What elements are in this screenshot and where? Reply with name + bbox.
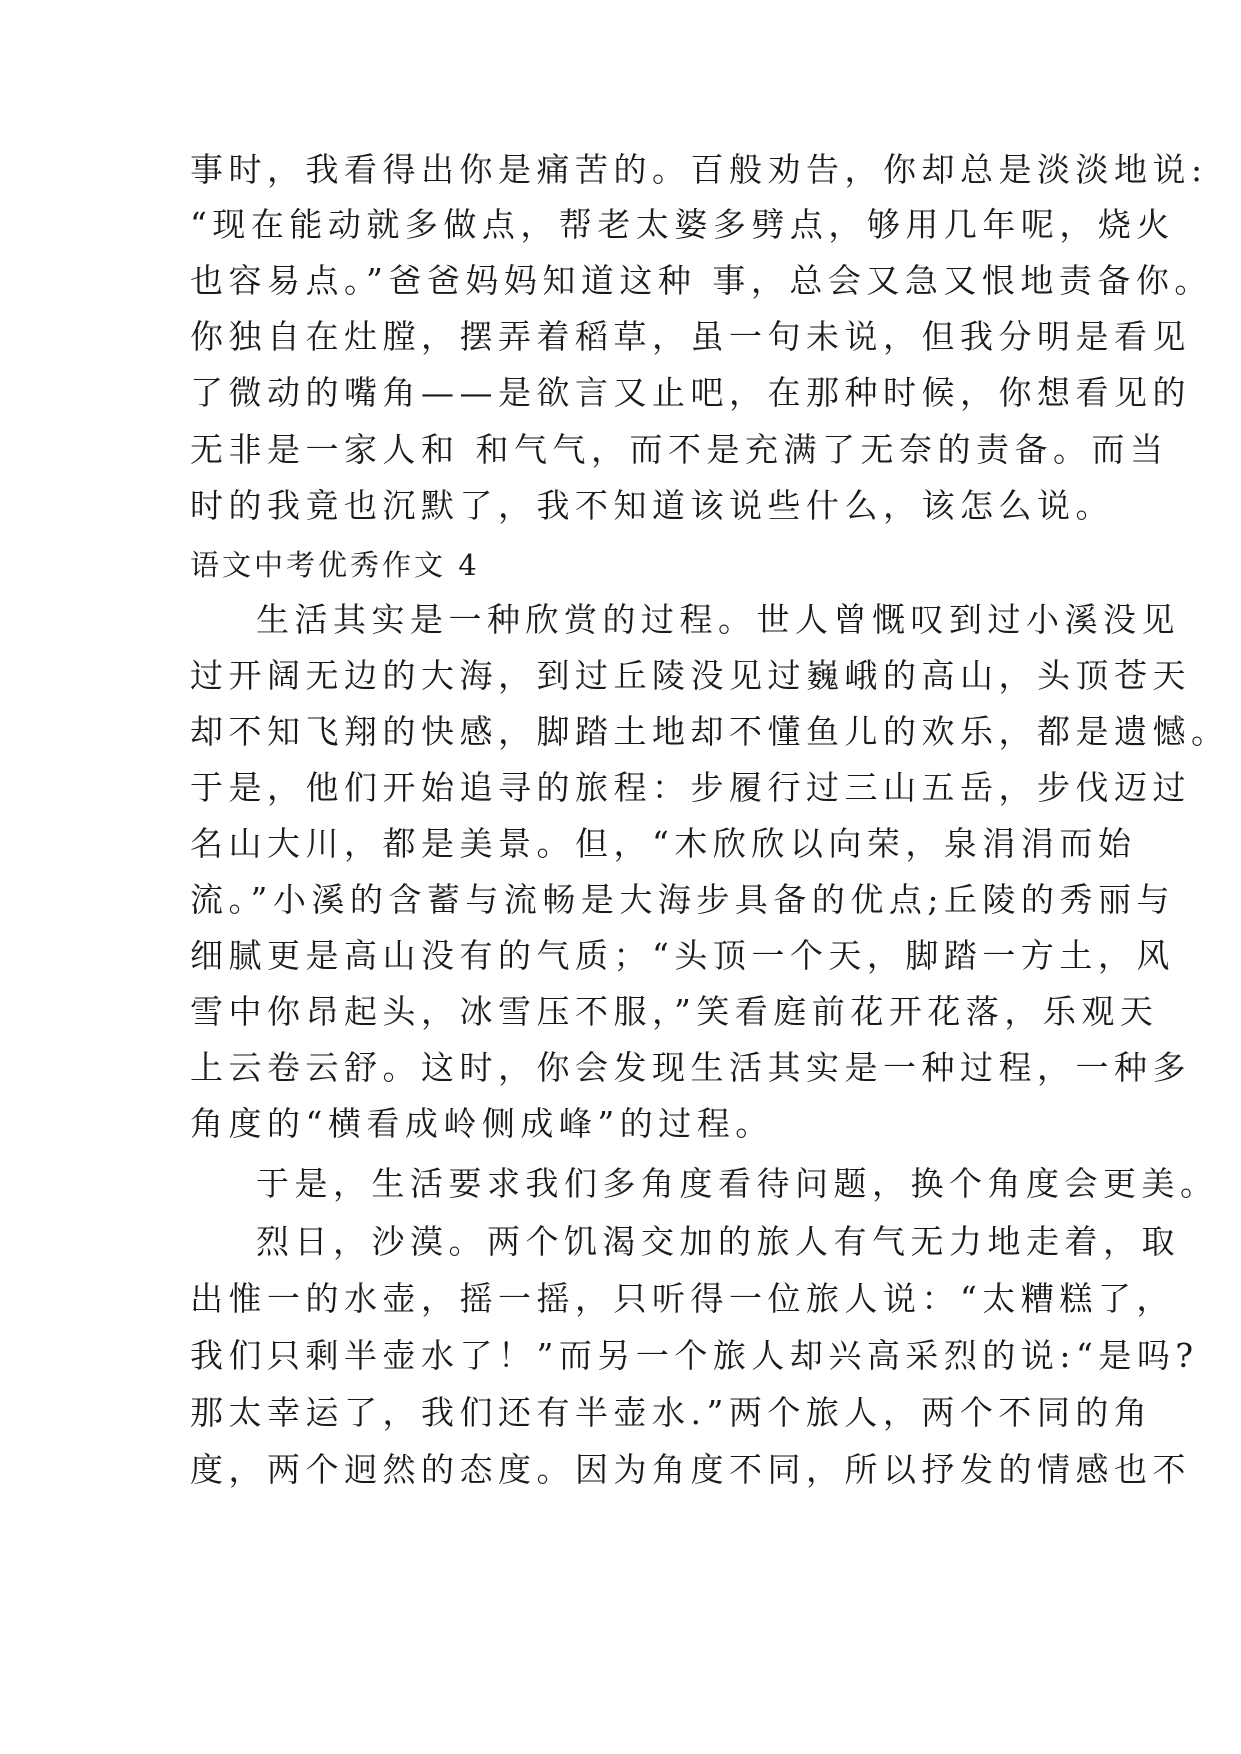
paragraph-line: 度，两个迥然的态度。因为角度不同，所以抒发的情感也不 (190, 1450, 1191, 1489)
paragraph-line: 出惟一的水壶，摇一摇，只听得一位旅人说：“太糟糕了， (190, 1279, 1175, 1318)
paragraph-line: 于是，生活要求我们多角度看待问题，换个角度会更美。 (256, 1164, 1219, 1203)
paragraph-line: 生活其实是一种欣赏的过程。世人曾慨叹到过小溪没见 (256, 600, 1180, 639)
paragraph-line: 细腻更是高山没有的气质；“头顶一个天，脚踏一方土，风 (190, 936, 1175, 975)
text-line: 无非是一家人和 和气气，而不是充满了无奈的责备。而当 (190, 430, 1169, 469)
text-line: 时的我竟也沉默了，我不知道该说些什么，该怎么说。 (190, 486, 1114, 525)
paragraph-line: 雪中你昂起头，冰雪压不服，”笑看庭前花开花落，乐观天 (190, 992, 1159, 1031)
paragraph-line: 上云卷云舒。这时，你会发现生活其实是一种过程，一种多 (190, 1048, 1191, 1087)
paragraph-line: 我们只剩半壶水了！”而另一个旅人却兴高采烈的说:“是吗? (190, 1336, 1199, 1375)
paragraph-line: 却不知飞翔的快感，脚踏土地却不懂鱼儿的欢乐，都是遗憾。 (190, 712, 1230, 751)
text-line: 也容易点。”爸爸妈妈知道这种 事，总会又急又恨地责备你。 (190, 261, 1213, 300)
paragraph-line: 烈日，沙漠。两个饥渴交加的旅人有气无力地走着，取 (256, 1222, 1180, 1261)
paragraph-line: 流。”小溪的含蓄与流畅是大海步具备的优点;丘陵的秀丽与 (190, 880, 1175, 919)
paragraph-line: 于是，他们开始追寻的旅程：步履行过三山五岳，步伐迈过 (190, 768, 1191, 807)
text-line: 你独自在灶膛，摆弄着稻草，虽一句未说，但我分明是看见 (190, 317, 1191, 356)
text-line: “现在能动就多做点，帮老太婆多劈点，够用几年呢，烧火 (190, 205, 1175, 244)
paragraph-line: 名山大川，都是美景。但，“木欣欣以向荣，泉涓涓而始 (190, 824, 1137, 863)
text-line: 事时，我看得出你是痛苦的。百般劝告，你却总是淡淡地说: (190, 150, 1208, 189)
section-heading: 语文中考优秀作文 4 (190, 548, 480, 582)
paragraph-line: 角度的“横看成岭侧成峰”的过程。 (190, 1104, 774, 1143)
paragraph-line: 那太幸运了，我们还有半壶水.”两个旅人，两个不同的角 (190, 1393, 1153, 1432)
paragraph-line: 过开阔无边的大海，到过丘陵没见过巍峨的高山，头顶苍天 (190, 656, 1191, 695)
text-line: 了微动的嘴角——是欲言又止吧，在那种时候，你想看见的 (190, 373, 1191, 412)
